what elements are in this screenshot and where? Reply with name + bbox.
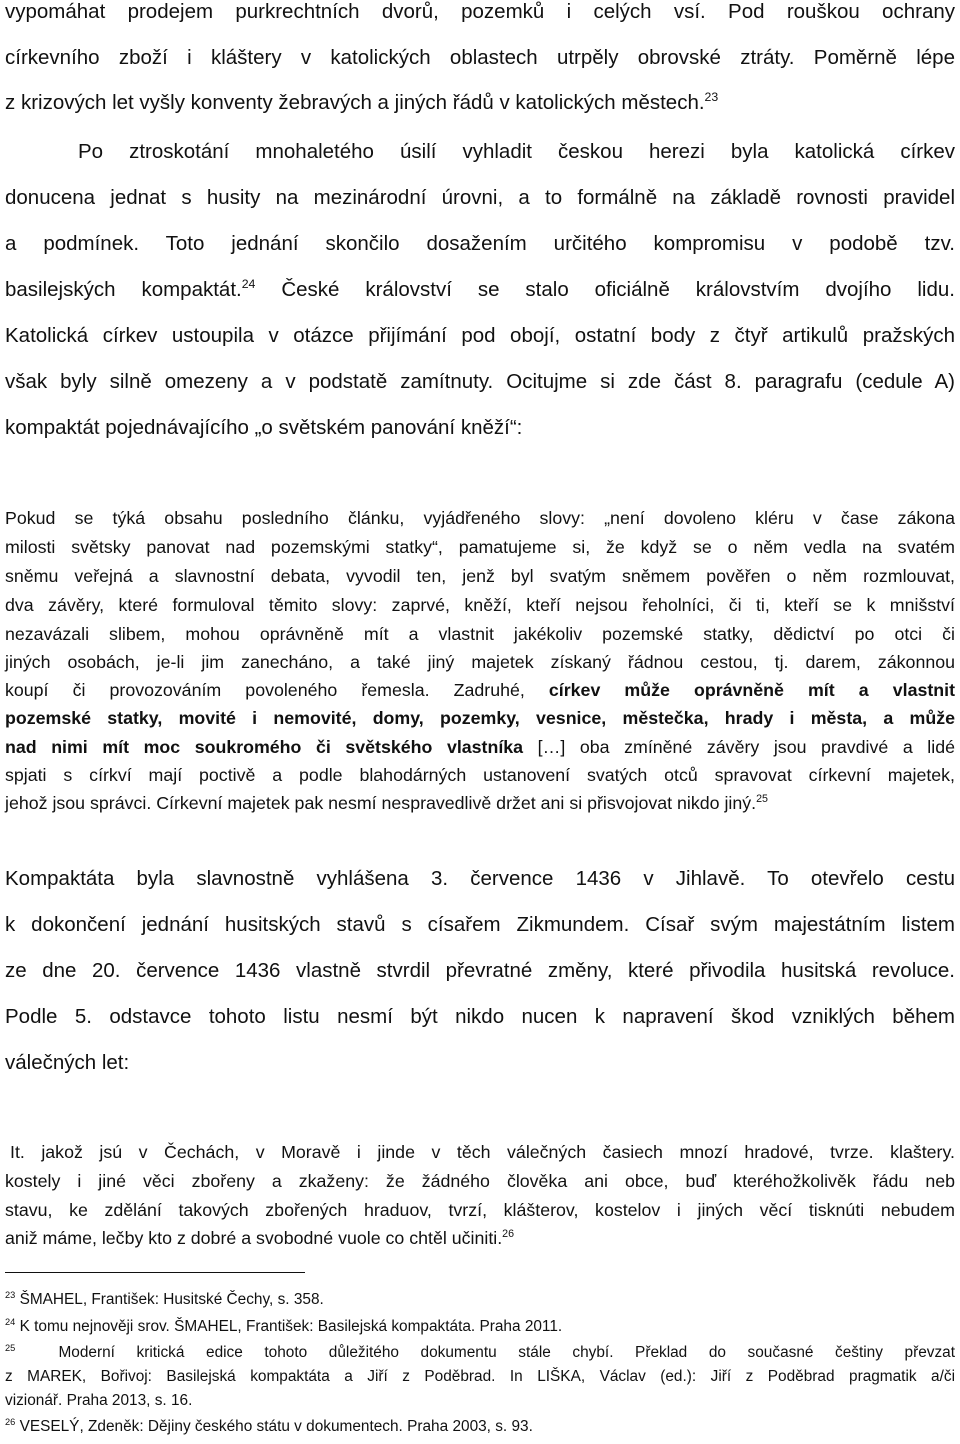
text-line bbox=[5, 707, 955, 729]
footnote-ref-25: 25 bbox=[756, 793, 768, 806]
text-line: nad nimi mít moc soukromého či světského vlastníka […] oba zmíněné závěry jsou pravdivé a lidé bbox=[5, 737, 955, 757]
text-line: jiných osobách, je-li jim zanecháno, a také jiný majetek získaný řádnou cestou, tj. darem, zákonnou bbox=[5, 652, 955, 672]
text-line: k dokončení jednání husitských stavů s císařem Zikmundem. Císař svým majestátním listem bbox=[5, 913, 955, 936]
text-line: jehož jsou správci. Církevní majetek pak nesmí nespravedlivě držet ani si přisvojovat nikdo jiný.$^{25}$ bbox=[5, 793, 768, 813]
text-line: válečných let: bbox=[5, 1051, 130, 1074]
text-line: Podle 5. odstavce tohoto listu nesmí být nikdo nucen k napravení škod vzniklých během bbox=[5, 1005, 955, 1028]
emphasis-text: nad nimi mít moc soukromého či světského vlastníka bbox=[5, 737, 524, 757]
footnote-ref-24: 24 bbox=[241, 277, 256, 292]
footnote-23: $^{23}$ ŠMAHEL, František: Husitské Čechy, s. 358. bbox=[5, 1289, 324, 1308]
text-line: a podmínek. Toto jednání skončilo dosažením určitého kompromisu v podobě tzv. bbox=[5, 232, 955, 255]
text-line: kompaktát pojednávajícího „o světském panování kněží“: bbox=[5, 416, 523, 439]
text-line: Po ztroskotání mnohaletého úsilí vyhladit českou herezi byla katolická církev bbox=[78, 140, 955, 163]
text-line: vypomáhat prodejem purkrechtních dvorů, pozemků i celých vsí. Pod rouškou ochrany bbox=[5, 0, 955, 23]
footnote-25: $^{25}$ Moderní kritická edice tohoto důležitého dokumentu stále chybí. Překlad do současné češtiny převzat bbox=[5, 1342, 956, 1361]
text-line: Katolická církev ustoupila v otázce přijímání pod obojí, ostatní body z čtyř artikulů pražských bbox=[5, 324, 955, 347]
footnote-24: $^{24}$ K tomu nejnověji srov. ŠMAHEL, František: Basilejská kompaktáta. Praha 2011. bbox=[5, 1316, 563, 1335]
text-line: Pokud se týká obsahu posledního článku, vyjádřeného slovy: „není dovoleno kléru v čase zákona bbox=[5, 508, 955, 528]
text-line: koupí či provozováním povoleného řemesla. Zadruhé, církev může oprávněně mít a vlastnit bbox=[5, 680, 955, 700]
text-line: Kompaktáta byla slavnostně vyhlášena 3. července 1436 v Jihlavě. To otevřelo cestu bbox=[5, 867, 955, 890]
text-line: dva závěry, které formuloval těmito slovy: zaprvé, kněží, kteří nejsou řeholníci, či ti, kteří se k mnišství bbox=[5, 595, 955, 615]
text-line: nezavázali slibem, mohou oprávněně mít a vlastnit jakékoliv pozemské statky, dědictví po otci či bbox=[5, 624, 955, 644]
text-line: kostely i jiné věci zbořeny a zkaženy: že žádného člověka ani obce, buď kteréhožkolivěk řádu neb bbox=[5, 1171, 955, 1191]
text-line: aniž máme, lečby kto z dobré a svobodné vuole co chtěl učiniti.$^{26}$ bbox=[5, 1228, 515, 1248]
text-line: spjati s církví mají poctivě a podle blahodárných ustanovení svatých otců spravovat církevní majetek, bbox=[5, 765, 955, 785]
text-line: milosti světsky panovat nad pozemskými statky“, pamatujeme si, že když se o něm vedla na svatém bbox=[5, 537, 955, 557]
footnote-separator bbox=[5, 1272, 305, 1273]
text-line: sněmu veřejná a slavnostní debata, vyvodil ten, jenž byl svatým sněmem pověřen o něm rozmlouvat, bbox=[5, 566, 955, 586]
emphasis-text: církev může oprávněně mít a vlastnit bbox=[548, 680, 955, 700]
text-line: z krizových let vyšly konventy žebravých a jiných řádů v katolických městech.$^{23}$ bbox=[5, 90, 719, 114]
footnote-25-line2: z MAREK, Bořivoj: Basilejská kompaktáta a Jiří z Poděbrad. In LIŠKA, Václav (ed.): Jiří z Poděbrad pragmatik a/či bbox=[5, 1368, 955, 1385]
text-line: církevního zboží i kláštery v katolických oblastech utrpěly obrovské ztráty. Poměrně lépe bbox=[5, 46, 955, 69]
footnote-ref-26: 26 bbox=[502, 1228, 515, 1241]
footnote-ref-23: 23 bbox=[704, 90, 719, 105]
footnote-26: $^{26}$ VESELÝ, Zdeněk: Dějiny českého státu v dokumentech. Praha 2003, s. 93. bbox=[5, 1416, 533, 1435]
text-line: stavu, ke zdělání takových zbořených hraduov, tvrzí, klášterov, kostelov i jiných věcí tisknúti nebudem bbox=[5, 1200, 955, 1220]
footnote-25-line3: vizionář. Praha 2013, s. 16. bbox=[5, 1392, 193, 1409]
text-line: však byly silně omezeny a v podstatě zamítnuty. Ocitujme si zde část 8. paragrafu (cedule A) bbox=[5, 370, 955, 393]
text-line: ze dne 20. července 1436 vlastně stvrdil převratné změny, které přivodila husitská revoluce. bbox=[5, 959, 955, 982]
text-line: donucena jednat s husity na mezinárodní úrovni, a to formálně na základě rovnosti pravidel bbox=[5, 186, 955, 209]
text-line: basilejských kompaktát.$^{24}$ České království se stalo oficiálně královstvím dvojího lidu. bbox=[5, 277, 955, 301]
text-line: It. jakož jsú v Čechách, v Moravě i jinde v těch válečných časiech mnozí hradové, tvrze. klaštery. bbox=[10, 1142, 955, 1162]
emphasis-text: pozemské statky, movité i nemovité, domy, pozemky, vesnice, městečka, hrady i města, a může bbox=[5, 708, 955, 728]
